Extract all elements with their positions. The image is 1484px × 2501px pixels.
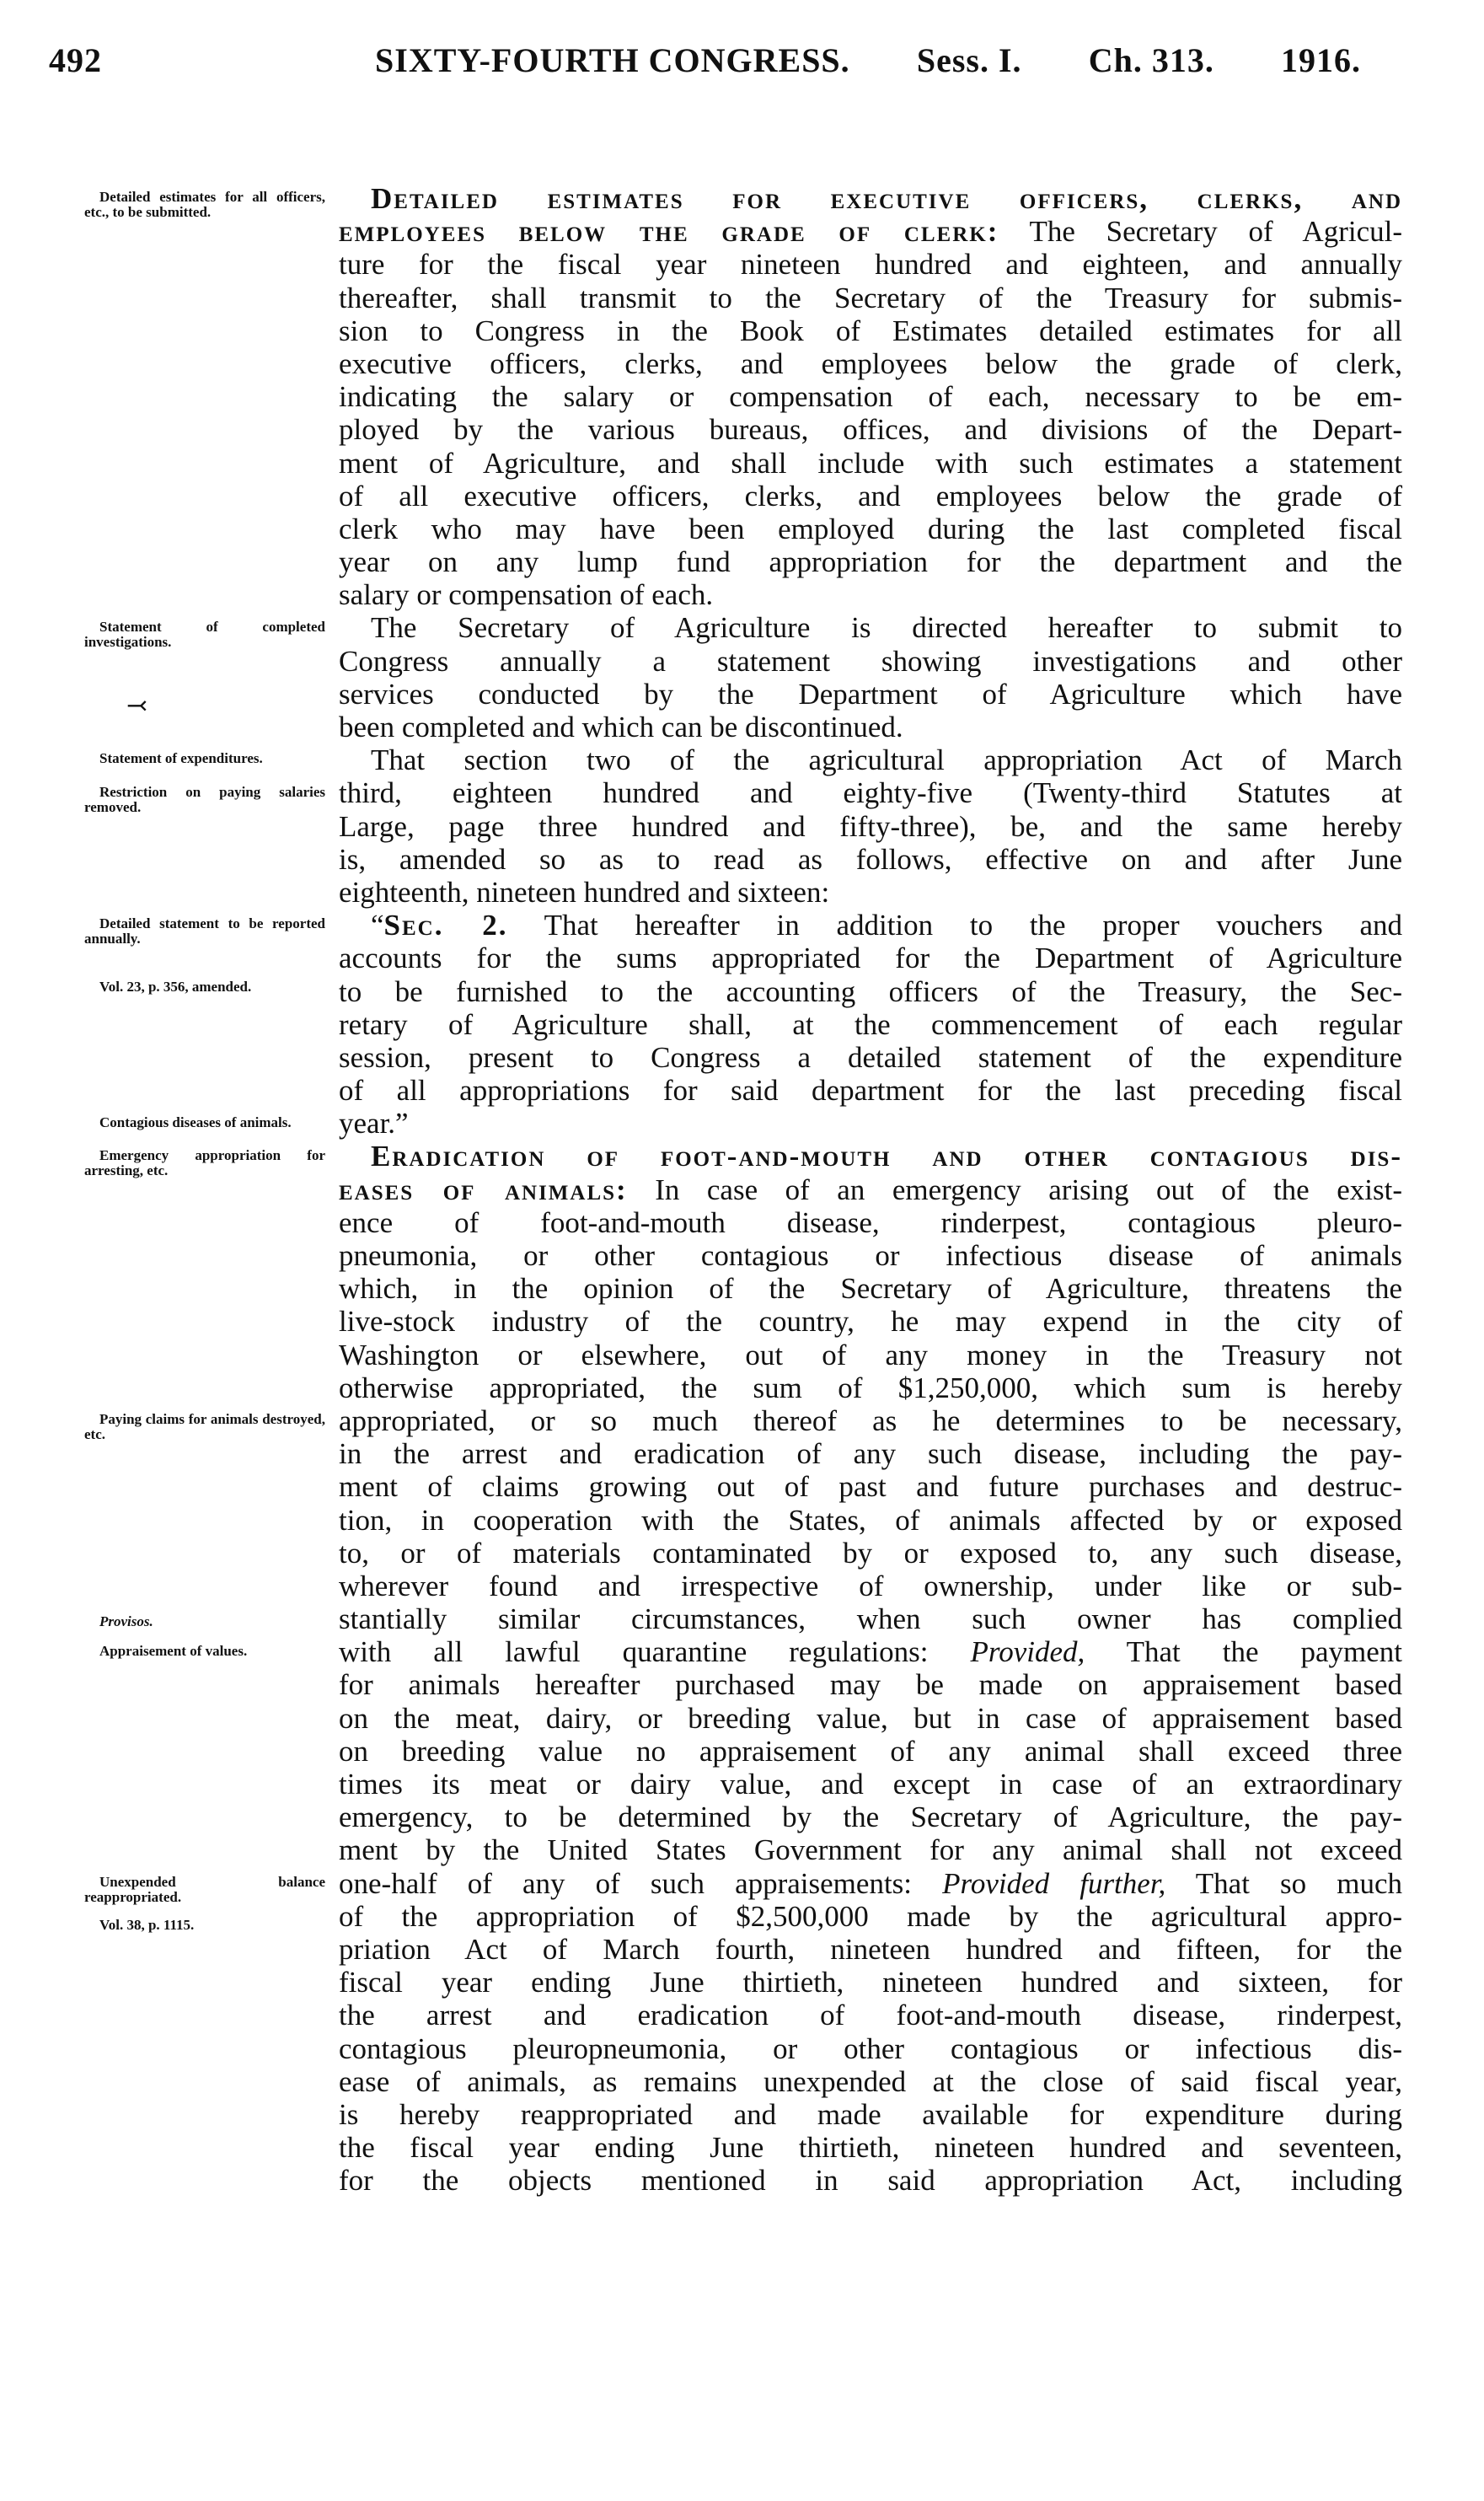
line-text: is, amended so as to read as follows, effective on and after June: [339, 842, 1402, 876]
line-text: is hereby reappropriated and made available for expenditure during: [339, 2097, 1402, 2131]
text-line: [339, 975, 1402, 1008]
line-text: ment of claims growing out of past and future purchases and destruc-: [339, 1470, 1402, 1504]
text-line: [339, 1371, 1402, 1404]
margin-note: Vol. 38, p. 1115.: [99, 1917, 195, 1934]
text-line: [339, 1404, 1402, 1437]
line-text: on breeding value no appraisement of any animal shall exceed three: [339, 1734, 1402, 1768]
line-text: with all lawful quarantine regulations:: [339, 1635, 929, 1669]
line-text: ture for the fiscal year nineteen hundred and eighteen, and annually: [339, 248, 1402, 282]
line-text: fiscal year ending June thirtieth, nineteen hundred and sixteen, for: [339, 1966, 1402, 1999]
line-text: emergency, to be determined by the Secretary of Agriculture, the pay-: [339, 1801, 1402, 1834]
line-text: third, eighteen hundred and eighty-five (Twenty-third Statutes at: [339, 776, 1402, 810]
line-text: indicating the salary or compensation of each, necessary to be em-: [339, 380, 1402, 414]
text-line: [339, 2065, 1402, 2098]
text-line: [339, 1339, 1402, 1371]
line-text: appropriated, or so much thereof as he determines to be necessary,: [339, 1403, 1402, 1437]
text-line: [339, 1933, 1402, 1966]
line-text: In case of an emergency arising out of the exist-: [655, 1173, 1402, 1206]
text-line: [339, 1041, 1402, 1074]
margin-note: Paying claims for animals destroyed, etc.: [84, 1411, 325, 1443]
text-line: [339, 1008, 1402, 1041]
running-head: [375, 40, 1361, 80]
page-number: 492: [49, 41, 102, 79]
text-line: [339, 1668, 1402, 1701]
line-text: of the appropriation of $2,500,000 made by the agricultural appro-: [339, 1899, 1402, 1933]
text-line: [339, 480, 1402, 513]
line-text: which, in the opinion of the Secretary of Agriculture, threatens the: [339, 1272, 1402, 1306]
text-line: [339, 743, 1402, 776]
margin-note: Vol. 23, p. 356, amended.: [99, 978, 252, 995]
text-line: [339, 876, 1402, 909]
text-line: [339, 909, 1402, 942]
running-head-session: Sess. I.: [916, 41, 1022, 79]
text-line: [339, 1272, 1402, 1305]
line-text: Washington or elsewhere, out of any money in the Treasury not: [339, 1338, 1402, 1371]
text-line: [339, 314, 1402, 347]
line-text: Large, page three hundred and fifty-three), be, and the same hereby: [339, 809, 1402, 843]
line-text: eighteenth, nineteen hundred and sixteen:: [339, 875, 830, 909]
section-heading-text: Sec. 2.: [383, 909, 508, 942]
italic-text: Provided,: [970, 1635, 1085, 1669]
line-text: Congress annually a statement showing investigations and other: [339, 644, 1402, 678]
line-text: executive officers, clerks, and employees below the grade of clerk,: [339, 346, 1402, 380]
section-heading-text: eases of animals:: [339, 1173, 628, 1206]
text-line: [339, 1635, 1402, 1668]
line-text: That section two of the agricultural appropriation Act of March: [371, 743, 1402, 777]
text-line: [339, 1768, 1402, 1801]
line-text: ease of animals, as remains unexpended at the close of said fiscal year,: [339, 2064, 1402, 2098]
line-text: in the arrest and eradication of any such disease, including the pay-: [339, 1437, 1402, 1471]
margin-note: Detailed statement to be reported annually.: [84, 915, 325, 947]
line-text: services conducted by the Department of Agriculture which have: [339, 677, 1402, 711]
line-text: accounts for the sums appropriated for the Department of Agriculture: [339, 942, 1402, 975]
line-text: of all appropriations for said department for the last preceding fiscal: [339, 1074, 1402, 1108]
text-line: [339, 1702, 1402, 1735]
section-heading-text: Eradication of foot-and-mouth and other contagious dis-: [371, 1140, 1402, 1173]
line-text: That hereafter in addition to the proper vouchers and: [544, 909, 1402, 942]
text-line: [339, 1107, 1402, 1140]
italic-text: Provided further,: [942, 1866, 1166, 1900]
margin-note: Statement of completed investigations.: [84, 618, 325, 650]
line-text: sion to Congress in the Book of Estimates detailed estimates for all: [339, 314, 1402, 347]
line-text: for animals hereafter purchased may be made on appraisement based: [339, 1668, 1402, 1702]
line-text: one-half of any of such appraisements:: [339, 1866, 913, 1900]
margin-note: Appraisement of values.: [99, 1642, 248, 1659]
margin-note: Detailed estimates for all officers, etc., to be submitted.: [84, 189, 325, 220]
line-text: of all executive officers, clerks, and employees below the grade of: [339, 479, 1402, 513]
text-line: [339, 942, 1402, 974]
line-text: The Secretary of Agricul-: [1029, 215, 1402, 249]
line-text: on the meat, dairy, or breeding value, but in case of appraisement based: [339, 1701, 1402, 1735]
text-line: [339, 1437, 1402, 1470]
text-line: [339, 1602, 1402, 1635]
text-line: [339, 1735, 1402, 1768]
text-line: [339, 1833, 1402, 1866]
section-heading-text: employees below the grade of clerk:: [339, 215, 999, 249]
text-line: [339, 1801, 1402, 1833]
line-text: times its meat or dairy value, and except in case of an extraordinary: [339, 1768, 1402, 1801]
text-line: [339, 711, 1402, 743]
text-line: [339, 1999, 1402, 2031]
text-line: [339, 1206, 1402, 1239]
line-text: That so much: [1195, 1866, 1402, 1900]
text-line: [339, 1867, 1402, 1900]
text-line: [339, 1305, 1402, 1338]
text-line: [339, 2164, 1402, 2197]
line-text: contagious pleuropneumonia, or other contagious or infectious dis-: [339, 2031, 1402, 2065]
text-line: [339, 843, 1402, 876]
line-text: tion, in cooperation with the States, of animals affected by or exposed: [339, 1503, 1402, 1537]
text-line: [339, 248, 1402, 281]
text-line: [339, 810, 1402, 843]
margin-note: Emergency appropriation for arresting, etc.: [84, 1146, 325, 1178]
line-text: ment of Agriculture, and shall include with such estimates a statement: [339, 446, 1402, 480]
section-heading-text: Detailed estimates for executive officers, clerks, and: [371, 182, 1402, 215]
text-line: [339, 645, 1402, 678]
text-line: [339, 1140, 1402, 1173]
line-text: year on any lump fund appropriation for the department and the: [339, 545, 1402, 579]
line-text: ence of foot-and-mouth disease, rinderpest, contagious pleuro-: [339, 1205, 1402, 1239]
line-text: priation Act of March fourth, nineteen hundred and fifteen, for the: [339, 1932, 1402, 1966]
line-text: the arrest and eradication of foot-and-mouth disease, rinderpest,: [339, 1999, 1402, 2032]
text-line: [339, 2131, 1402, 2164]
line-text: for the objects mentioned in said appropriation Act, including: [339, 2164, 1402, 2198]
text-line: [339, 578, 1402, 611]
handwritten-check-mark-icon: ⤙: [126, 692, 148, 720]
line-text: “: [371, 909, 384, 942]
text-line: [339, 1504, 1402, 1537]
text-line: [339, 282, 1402, 314]
margin-note: Contagious diseases of animals.: [99, 1114, 292, 1130]
line-text: the fiscal year ending June thirtieth, nineteen hundred and seventeen,: [339, 2131, 1402, 2165]
line-text: been completed and which can be discontinued.: [339, 711, 903, 743]
margin-note: Provisos.: [99, 1613, 153, 1629]
running-head-chapter: Ch. 313.: [1088, 41, 1214, 79]
line-text: otherwise appropriated, the sum of $1,250,000, which sum is hereby: [339, 1371, 1402, 1404]
line-text: The Secretary of Agriculture is directed hereafter to submit to: [371, 611, 1402, 645]
line-text: year.”: [339, 1107, 409, 1140]
line-text: to, or of materials contaminated by or exposed to, any such disease,: [339, 1536, 1402, 1570]
line-text: salary or compensation of each.: [339, 578, 714, 612]
body-text: [339, 182, 1402, 2197]
text-line: [339, 1570, 1402, 1602]
text-line: [339, 1074, 1402, 1107]
margin-note: Statement of expenditures.: [99, 750, 263, 767]
text-line: [339, 182, 1402, 215]
line-text: live-stock industry of the country, he may expend in the city of: [339, 1305, 1402, 1339]
text-line: [339, 2098, 1402, 2131]
line-text: That the payment: [1126, 1635, 1402, 1669]
running-head-year: 1916.: [1281, 41, 1361, 79]
line-text: retary of Agriculture shall, at the commencement of each regular: [339, 1007, 1402, 1041]
running-head-congress: SIXTY-FOURTH CONGRESS.: [375, 41, 850, 79]
line-text: to be furnished to the accounting officers of the Treasury, the Sec-: [339, 974, 1402, 1008]
text-line: [339, 545, 1402, 578]
line-text: session, present to Congress a detailed statement of the expenditure: [339, 1040, 1402, 1074]
margin-note: Restriction on paying salaries removed.: [84, 783, 325, 815]
text-line: [339, 447, 1402, 480]
text-line: [339, 215, 1402, 248]
text-line: [339, 1173, 1402, 1206]
text-line: [339, 678, 1402, 711]
margin-note: Unexpended balance reappropriated.: [84, 1874, 325, 1906]
text-line: [339, 513, 1402, 545]
line-text: ployed by the various bureaus, offices, and divisions of the Depart-: [339, 413, 1402, 447]
text-line: [339, 1239, 1402, 1272]
text-line: [339, 776, 1402, 809]
text-line: [339, 1470, 1402, 1503]
line-text: wherever found and irrespective of ownership, under like or sub-: [339, 1569, 1402, 1602]
text-line: [339, 1537, 1402, 1570]
text-line: [339, 347, 1402, 380]
line-text: ment by the United States Government for any animal shall not exceed: [339, 1833, 1402, 1867]
line-text: clerk who may have been employed during the last completed fiscal: [339, 512, 1402, 545]
line-text: stantially similar circumstances, when such owner has complied: [339, 1602, 1402, 1636]
text-line: [339, 2032, 1402, 2065]
text-line: [339, 611, 1402, 644]
line-text: thereafter, shall transmit to the Secretary of the Treasury for submis-: [339, 281, 1402, 314]
text-line: [339, 1966, 1402, 1999]
text-line: [339, 1900, 1402, 1933]
line-text: pneumonia, or other contagious or infectious disease of animals: [339, 1239, 1402, 1272]
text-line: [339, 413, 1402, 446]
text-line: [339, 380, 1402, 413]
